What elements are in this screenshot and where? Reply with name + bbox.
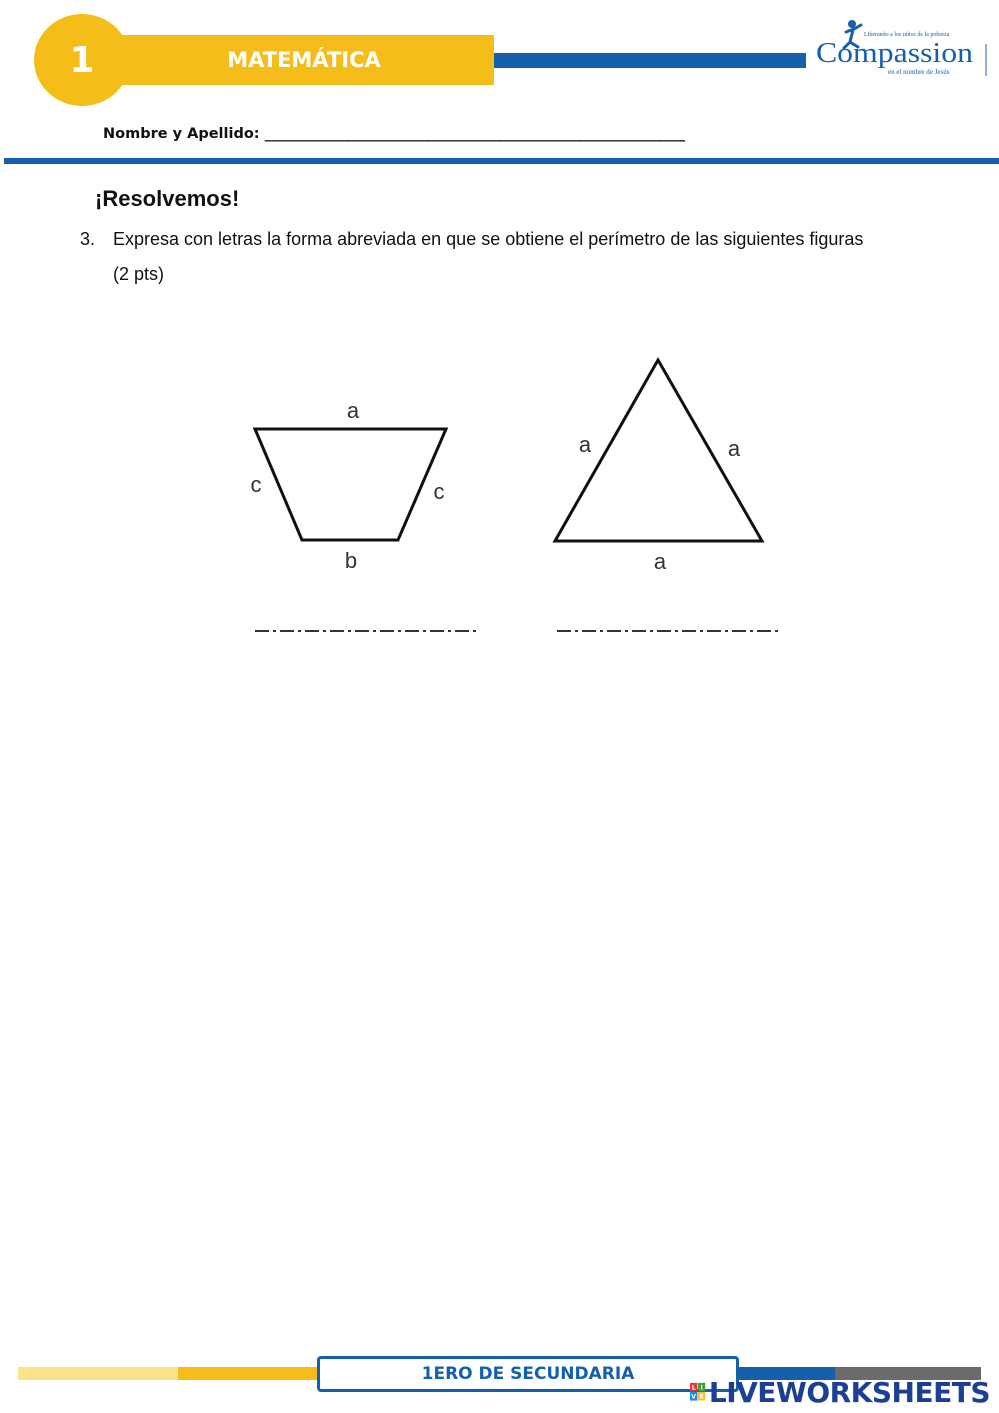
name-field[interactable]	[103, 126, 685, 142]
name-label: Nombre y Apellido:	[103, 126, 265, 142]
svg-text:L: L	[691, 1384, 696, 1392]
footer-band-yellow	[178, 1367, 320, 1380]
svg-text:V: V	[691, 1393, 697, 1401]
triangle-label-left: a	[578, 432, 592, 457]
compassion-logo	[806, 14, 991, 86]
footer-band-light-yellow	[18, 1367, 178, 1380]
liveworksheets-badge-icon	[690, 1377, 706, 1407]
logo-brand: Compassion	[816, 37, 974, 69]
grade-label: 1ERO DE SECUNDARIA	[421, 1364, 635, 1384]
trapezoid-label-bottom: b	[344, 548, 358, 573]
logo-tagline-bottom: en el nombre de Jesús	[888, 68, 950, 76]
question-number: 3.	[80, 229, 96, 249]
triangle-label-bottom: a	[653, 549, 667, 574]
trapezoid-label-top: a	[346, 398, 360, 423]
triangle-label-right: a	[727, 436, 741, 461]
logo-tagline-top: Liberando a los niños de la pobreza	[864, 32, 950, 38]
subject-title: MATEMÁTICA	[227, 48, 381, 72]
header-divider	[4, 158, 999, 164]
trapezoid-label-left: c	[250, 472, 262, 497]
liveworksheets-logo	[690, 1375, 990, 1409]
unit-number: 1	[69, 39, 95, 81]
section-title: ¡Resolvemos!	[95, 186, 240, 211]
trapezoid-label-right: c	[433, 479, 445, 504]
header-blue-band	[494, 53, 810, 68]
svg-text:I: I	[700, 1384, 703, 1392]
svg-text:E: E	[699, 1393, 704, 1401]
question-points: (2 pts)	[113, 264, 165, 284]
trapezoid-shape	[255, 429, 446, 540]
liveworksheets-wordmark: LIVEWORKSHEETS	[708, 1375, 990, 1409]
name-blank[interactable]: __________________________________________________________	[264, 126, 686, 142]
question-text: Expresa con letras la forma abreviada en que se obtiene el perímetro de las siguientes figuras	[113, 229, 864, 249]
grade-label-box	[317, 1356, 739, 1392]
figures	[230, 340, 790, 650]
